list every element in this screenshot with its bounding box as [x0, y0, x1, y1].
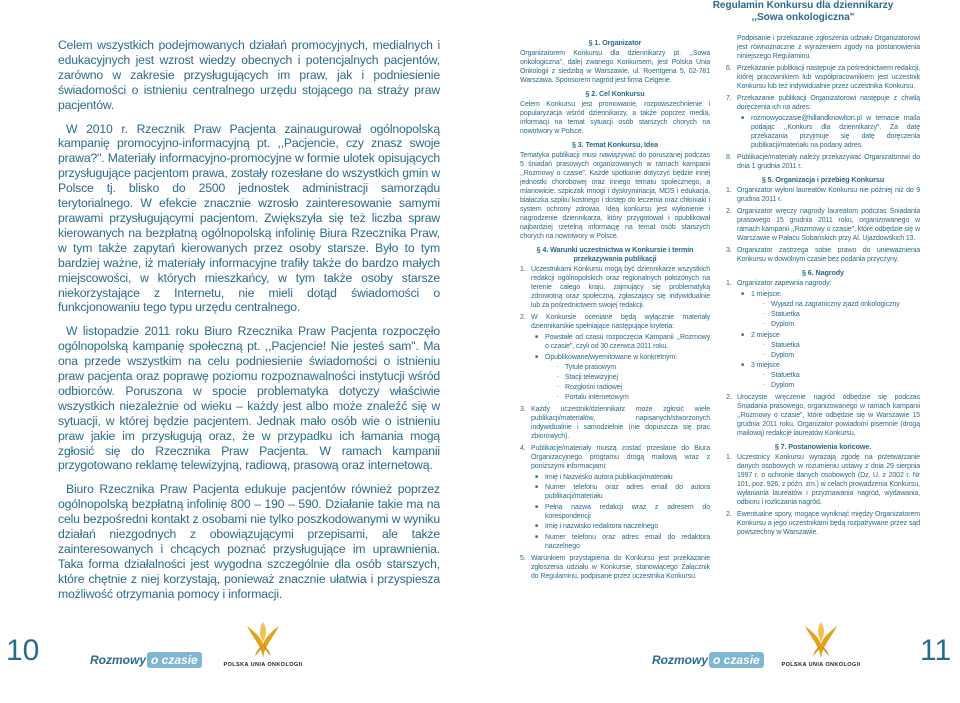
list-item: ■ Numer telefonu oraz adres email do autora publikacji/materiału [533, 483, 710, 501]
section-2-text: Celem Konkursu jest promowanie, rozpowszechnienie i popularyzacja wśród dziennikarzy, a także poprzez media, informacji na temat sytuacji osób starszych chorych na nowotwory w Polsce. [520, 101, 710, 135]
list-item: - Statuetka [761, 371, 920, 380]
list-item: 2. Ewentualne spory, mogące wyniknąć między Organizatorem Konkursu a jego uczestnikami będą rozpatrywane przez sąd powszechny w Warszawie. [726, 511, 920, 536]
rozmowy-logo-badge: o czasie [147, 652, 202, 668]
list-item: 8. Publikacje/materiały należy przekazywać Organizatorowi do dnia 1 grudnia 2011 r. [726, 154, 920, 170]
regulation-column-2 [726, 34, 920, 540]
section-6-title: § 6. Nagrody [802, 268, 844, 277]
list-item: ■ Pełna nazwa redakcji wraz z adresem do korespondencji [533, 503, 710, 521]
left-page-text [58, 38, 440, 611]
section-7-title: § 7. Postanowienia końcowe. [774, 442, 872, 451]
list-item: - Dyplom [761, 320, 920, 329]
list-item: ■ Powstałe od czasu rozpoczęcia Kampanii ,,Rozmowy o czasie", czyli od 30 czerwca 2011 roku. [533, 333, 710, 351]
regulation-column-1 [520, 34, 710, 584]
unia-logo-text: POLSKA UNIA ONKOLOGII [781, 662, 861, 668]
rozmowy-logo-word: Rozmowy [90, 653, 147, 667]
section-1-text: Organizatorem Konkursu dla dziennikarzy pt. ,,Sowa onkologiczna", dalej zwanego Konkursem, jest Polska Unia Onkologii z siedzibą w Warszawie, ul. Roentgena 5, 02-781 Warszawa. Sponsorem nagród jest firma Celgene. [520, 50, 710, 84]
list-item: 7. Przekazanie publikacji Organizatorowi następuje z chwilą doręczenia ich na adres: ■ rozmowyoczasie@hillandknowlton.pl w temacie maila podając ,,Konkurs dla dziennikarzy". Za datę przekazania przyjmuje się datę doręczenia publikacji/materiału na podany adres. [726, 94, 920, 150]
list-item: 1. Uczestnikami Konkursu mogą być dziennikarze wszystkich redakcji ogólnopolskich oraz regionalnych położonych na terenie całego kraju, zajmujący się problematyką zdrowotną oraz społeczną, zgłaszający się indywidualnie lub za pośrednictwem swojej redakcji. [520, 266, 710, 309]
regulation-subtitle: ,,Sowa onkologiczna" [751, 11, 855, 23]
list-item: ■ 3 miejsce - Statuetka - Dyplom [739, 361, 920, 390]
list-item: ■ 2 miejsce - Statuetka - Dyplom [739, 331, 920, 360]
list-item: 2. Organizator wręczy nagrody laureatom podczas Śniadania prasowego 15 grudnia 2011 roku, organizowanego w ramach kampanii ,,Rozmowy o czasie", które odbędzie się w Warszawie w Pałacu Sobańskich przy Al. Ujazdowskich 13. [726, 208, 920, 242]
list-item: - Dyplom [761, 351, 920, 360]
section-6-list [726, 279, 920, 438]
rozmowy-o-czasie-logo-right [652, 652, 764, 668]
flower-logo-icon [241, 620, 285, 660]
list-item: 4. Publikacje/materiały muszą zostać przesłane do Biura Organizacyjnego programu drogą mailową wraz z poniższymi informacjami: ■ Imię i Nazwisko autora publikacji/materiału ■ Numer telefonu oraz adres email do autora publikacji/materiału ■ Pełna nazwa redakcji wraz z adresem do korespondencji ■ Imię i nazwisko redaktora naczelnego ■ Numer telefonu oraz adres email do redaktora naczelnego [520, 444, 710, 551]
list-item: 1. Organizator wyłoni laureatów Konkursu nie później niż do 9 grudnia 2011 r. [726, 187, 920, 203]
list-item: 2. W Konkursie oceniane będą wyłącznie materiały dziennikarskie spełniające następujące kryteria: ■ Powstałe od czasu rozpoczęcia Kampanii ,,Rozmowy o czasie", czyli od 30 czerwca 2011 roku. ■ Opublikowane/wyemitowane w konkretnym: - Tytule prasowym - Stacji telewizyjnej - Rozgłośni radiowej - Portalu internetowym [520, 313, 710, 402]
list-item: 1. Uczestnicy Konkursu wyrażają zgodę na przetwarzanie danych osobowych w rozumieniu ustawy z dnia 29 sierpnia 1997 r. o ochronie danych osobowych (Dz. U. z 2002 r. Nr 101, poz. 926, z późn. zm.) w celach prowadzenia Konkursu, wyłaniania laureatów i przyznawania nagród, wydawania, odbioru i rozliczania nagród. [726, 454, 920, 506]
list-item: ■ Imię i nazwisko redaktora naczelnego [533, 522, 710, 531]
list-item: - Statuetka [761, 310, 920, 319]
rozmowy-logo-word: Rozmowy [652, 653, 709, 667]
list-item: ■ rozmowyoczasie@hillandknowlton.pl w temacie maila podając ,,Konkurs dla dziennikarzy". Za datę przekazania przyjmuje się datę doręczenia publikacji/materiału na podany adres. [739, 114, 920, 150]
regulation-header [668, 0, 938, 23]
unia-logo-text: POLSKA UNIA ONKOLOGII [223, 662, 303, 668]
paragraph-campaign-2010: W 2010 r. Rzecznik Praw Pacjenta zainaugurował ogólnopolską kampanię promocyjno-informacyjną pt. ,,Pacjencie, czy znasz swoje prawa?". Materiały informacyjno-promocyjne w formie ulotek opisujących przysługujące pacjentom prawa, zostały rozesłane do wszystkich gmin w Polsce tj. blisko do 2500 jednostek administracji samorządu terytorialnego. W efekcie znacznie wzrosło zainteresowanie samymi prawami przysługującymi pacjentom. Zwiększyła się też liczba spraw kierowanych na bezpłatną ogólnopolską infolinię Biura Rzecznika Praw, w tym także zapytań kierowanych przez osoby starsze. Było to tym bardziej ważne, iż materiały informacyjne trafiły także do bardzo małych miejscowości, w których mieszkańcy, w tym także osoby starsze niekorzystające z Internetu, nie mieli dotąd świadomości o funkcjonowaniu tego typu urzędu centralnego. [58, 121, 440, 315]
rozmowy-logo-badge: o czasie [709, 652, 764, 668]
list-item: ■ Imię i Nazwisko autora publikacji/materiału [533, 473, 710, 482]
list-item: - Wyjazd na zagraniczny zjazd onkologiczny [761, 300, 920, 309]
section-4-title: § 4. Warunki uczestnictwa w Konkursie i termin przekazywania publikacji [536, 245, 694, 263]
list-item: ■ Numer telefonu oraz adres email do redaktora naczelnego [533, 533, 710, 551]
rozmowy-o-czasie-logo [90, 652, 202, 668]
section-1-title: § 1. Organizator [588, 38, 642, 47]
section-4-continuation: Podpisanie i przekazanie zgłoszenia udziału Organizatorowi jest równoznaczne z wyrażeniem zgody na postanowienia niniejszego Regulaminu. [737, 35, 920, 60]
page-number-right: 11 [920, 634, 952, 667]
list-item: - Portalu internetowym [555, 393, 710, 402]
page-number-left: 10 [6, 634, 40, 667]
list-item: - Rozgłośni radiowej [555, 383, 710, 392]
section-7-list [726, 453, 920, 537]
list-item: 3. Każdy uczestnik/dziennikarz może zgłosić wiele publikacji/materiałów, napisanych/stworzonych indywidualnie i samodzielnie (nie dopuszcza się prac zbiorowych). [520, 405, 710, 440]
list-item: - Statuetka [761, 341, 920, 350]
section-2-title: § 2. Cel Konkursu [585, 89, 645, 98]
polska-unia-onkologii-logo [218, 620, 308, 668]
section-3-title: § 3. Temat Konkursu, Idea [571, 140, 659, 149]
section-4-list-continued [726, 64, 920, 171]
list-item: 1. Organizator zapewnia nagrody: ■ 1 miejsce: - Wyjazd na zagraniczny zjazd onkologiczny - Statuetka - Dyplom ■ 2 miejsce - Statuetka - Dyplom ■ 3 miejsce - Statuetka - Dyplom [726, 279, 920, 390]
section-5-title: § 5. Organizacja i przebieg Konkursu [761, 175, 885, 184]
list-item: 2. Uroczyste wręczenie nagród odbędzie się podczas Śniadania prasowego, organizowanego w ramach kampanii ,,Rozmowy o czasie", które odbędzie się w Warszawie 15 grudnia 2011 roku. Organizator powiadomi pisemnie (drogą mailową) redakcje laureatów Konkursu. [726, 394, 920, 437]
list-item: ■ Opublikowane/wyemitowane w konkretnym: - Tytule prasowym - Stacji telewizyjnej - Rozgłośni radiowej - Portalu internetowym [533, 353, 710, 402]
list-item: 5. Warunkiem przystąpienia do Konkursu jest przekazanie zgłoszenia udziału w Konkursie, stanowiącego Załącznik do Regulaminu, podpisane przez uczestnika Konkursu. [520, 554, 710, 580]
paragraph-infoline: Biuro Rzecznika Praw Pacjenta edukuje pacjentów również poprzez ogólnopolską bezpłatną infolinię 800 – 190 – 590. Działanie takie ma na celu bezpośredni kontakt z osobami nie tylko poszkodowanymi w wyniku działań niezgodnych z obowiązującymi przepisami, ale także zainteresowanych i chcących poznać przysługujące im uprawnienia. Taka forma działalności jest wygodna szczególnie dla osób starszych, które chętnie z niej korzystają, ponieważ znacznie ułatwia i przyspiesza możliwość otrzymania pomocy i informacji. [58, 482, 440, 601]
regulation-title: Regulamin Konkursu dla dziennikarzy [712, 0, 894, 11]
list-item: - Stacji telewizyjnej [555, 373, 710, 382]
section-3-text: Tematyka publikacji musi nawiązywać do poruszanej podczas 5 śniadań prasowych organizowanych w ramach kampanii ,,Rozmowy o czasie". Każde spotkanie dotyczyć będzie innej jednostki chorobowej oraz innego tematu społecznego, a mianowicie: szpiczak mnogi i dyskryminacja, MDS i edukacja, białaczka szpiku kostnego i dostęp do leczenia oraz chłoniaki i system ochrony zdrowia. Ideą konkursu jest wyłonienie i nagrodzenie dziennikarza, który przygotował i opublikował najbardziej rzetelną informację na temat osób starszych chorych na nowotwory w Polsce. [520, 152, 710, 240]
section-4-list [520, 265, 710, 581]
list-item: 6. Przekazanie publikacji następuje za pośrednictwem redakcji, której pracownikiem lub współpracownikiem jest uczestnik Konkursu lub też indywidualnie przez uczestnika Konkursu. [726, 65, 920, 90]
paragraph-intro: Celem wszystkich podejmowanych działań promocyjnych, medialnych i edukacyjnych jest wzrost wiedzy obecnych i potencjalnych pacjentów, zarówno w zakresie przysługujących im praw, jak i podniesienie świadomości o istnieniu centralnego urzędu stojącego na straży praw pacjentów. [58, 38, 440, 112]
polska-unia-onkologii-logo-right [776, 620, 866, 668]
flower-logo-icon [799, 620, 843, 660]
section-5-list [726, 186, 920, 264]
list-item: 3. Organizator zastrzega sobie prawo do unieważnienia Konkursu w dowolnym czasie bez podania przyczyny. [726, 247, 920, 263]
paragraph-campaign-2011: W listopadzie 2011 roku Biuro Rzecznika Praw Pacjenta rozpoczęło ogólnopolską kampanię społeczną pt. ,,Pacjencie! Nie jesteś sam". Ma ona przede wszystkim na celu podniesienie świadomości o istnieniu praw pacjenta oraz poprawę poziomu rozpoznawalności instytucji wśród odbiorców. Poruszona w spocie problematyka dotyczy właściwie wszystkich niezależnie od wieku – każdy jest albo może znaleźć się w sytuacji, w której będzie pacjentem. Jednak mało osób wie o istnieniu praw jakie im przysługują oraz, że w przypadku ich łamania mogą zgłosić się do Rzecznika Praw Pacjenta. W ramach kampanii przygotowano reklamę telewizyjną, radiową, prasową oraz internetową. [58, 324, 440, 473]
right-page [480, 0, 960, 703]
list-item: - Dyplom [761, 381, 920, 390]
list-item: - Tytule prasowym [555, 363, 710, 372]
list-item: ■ 1 miejsce: - Wyjazd na zagraniczny zjazd onkologiczny - Statuetka - Dyplom [739, 290, 920, 329]
